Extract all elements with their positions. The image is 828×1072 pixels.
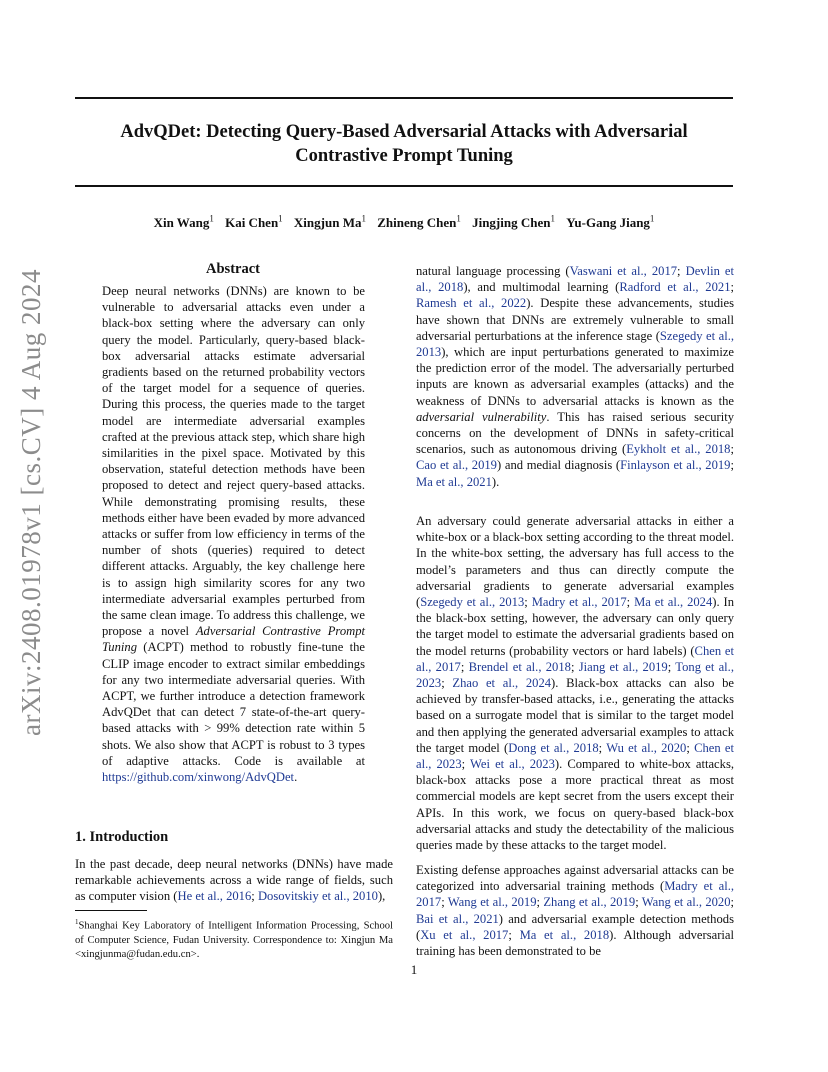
text-run: ; bbox=[460, 659, 469, 674]
text-run: ; bbox=[508, 927, 520, 942]
citation-link[interactable]: Madry et al., 2017 bbox=[416, 879, 734, 910]
code-repository-link[interactable]: https://github.com/xinwong/AdvQDet bbox=[102, 770, 295, 785]
author-name: Jingjing Chen bbox=[472, 215, 551, 231]
text-run: ). Compared to white-box attacks, black-box attacks pose a more practical threat as most commercial models are kept secret from the users except their APIs. In this work, we focus on query-based black-box adversarial attacks and study the detectability of the malicious queries made by these attacks to the target model. bbox=[416, 757, 734, 853]
text-run: ), bbox=[377, 889, 386, 904]
citation-link[interactable]: Zhao et al., 2024 bbox=[452, 676, 552, 691]
citation-link[interactable]: Ramesh et al., 2022 bbox=[416, 296, 527, 311]
footnote-text: Shanghai Key Laboratory of Intelligent Information Processing, School of Computer Science, Fudan University. Correspondence to: Xingjun Ma <xingjunma@fudan.edu.cn>. bbox=[75, 920, 393, 960]
author-affiliation-mark: 1 bbox=[209, 214, 214, 224]
text-run: ; bbox=[536, 895, 544, 910]
author-name: Kai Chen bbox=[225, 215, 279, 231]
text-run: ; bbox=[441, 895, 448, 910]
author-affiliation-mark: 1 bbox=[278, 214, 283, 224]
text-run: ). bbox=[491, 474, 500, 489]
text-run: ; bbox=[461, 757, 471, 772]
citation-link[interactable]: Ma et al., 2018 bbox=[519, 927, 610, 942]
abstract-text-part: Deep neural networks (DNNs) are known to be vulnerable to adversarial attacks even under a black-box setting where the adversary can only query the model. Particularly, query-based black-box adversarial attacks estimate adversarial gradients based on the returned probability vectors of the target model for a sequence of queries. During this process, the queries made to the target model are intermediate adversarial examples crafted at the previous attack step, which share high similarities in the pixel space. Motivated by this observation, stateful detection methods have been proposed to detect and reject query-based attacks. While demonstrating promising results, these methods either have been evaded by more advanced attacks or suffer from low efficiency in terms of the number of shots (queries) required to detect different attacks. Arguably, the key challenge here is to assign high similarity scores for any two intermediate adversarial examples perturbed from the same clean image. To address this challenge, we propose a novel bbox=[102, 284, 365, 639]
term-emphasis: adversarial vulnerability bbox=[416, 409, 547, 424]
text-run: ). Although adversarial training has been demonstrated to be bbox=[416, 927, 734, 959]
title-top-rule bbox=[75, 97, 733, 99]
text-run: In the past decade, deep neural networks (DNNs) have made remarkable achievements across a wide range of fields, such as computer vision ( bbox=[75, 857, 393, 904]
section-heading-introduction: 1. Introduction bbox=[75, 829, 169, 845]
citation-link[interactable]: Tong et al., 2023 bbox=[416, 659, 734, 691]
citation-link[interactable]: Wu et al., 2020 bbox=[606, 740, 687, 755]
author bbox=[294, 215, 366, 230]
text-run: ; bbox=[524, 595, 532, 610]
method-name-emphasis: Adversarial Contrastive Prompt Tuning bbox=[102, 624, 366, 655]
paragraph-right-3 bbox=[416, 862, 734, 959]
citation-link[interactable]: Wei et al., 2023 bbox=[470, 757, 555, 772]
citation-link[interactable]: Madry et al., 2017 bbox=[531, 595, 627, 610]
text-run: ; bbox=[598, 740, 607, 755]
citation-link[interactable]: Xu et al., 2017 bbox=[420, 927, 509, 942]
paragraph-right-2 bbox=[416, 513, 734, 853]
paragraph-right-1 bbox=[416, 263, 734, 490]
author bbox=[154, 215, 214, 230]
text-run: ), which are input perturbations generated to maximize the prediction error of the model. The adversarially perturbed inputs are known as adversarial examples (attacks) and the weakness of DNNs to adversarial attacks is known as the bbox=[416, 345, 734, 408]
text-run: ; bbox=[730, 458, 734, 473]
author-affiliation-mark: 1 bbox=[649, 214, 655, 224]
text-run: ; bbox=[626, 595, 635, 610]
text-run: Existing defense approaches against adversarial attacks can be categorized into adversarial training methods ( bbox=[416, 863, 734, 894]
citation-link[interactable]: Eykholt et al., 2018 bbox=[626, 442, 731, 457]
text-run: ; bbox=[667, 659, 676, 674]
citation-link[interactable]: Wang et al., 2019 bbox=[447, 895, 537, 910]
text-run: ; bbox=[686, 740, 695, 755]
citation-link[interactable]: Szegedy et al., 2013 bbox=[420, 595, 525, 610]
author-affiliation-mark: 1 bbox=[550, 214, 555, 224]
citation-link[interactable]: Chen et al., 2023 bbox=[416, 740, 735, 772]
citation-link[interactable]: Radford et al., 2021 bbox=[619, 280, 731, 295]
paper-title-line-2: Contrastive Prompt Tuning bbox=[295, 146, 513, 166]
citation-link[interactable]: Devlin et al., 2018 bbox=[416, 264, 734, 295]
citation-link[interactable]: Cao et al., 2019 bbox=[416, 458, 497, 473]
author-name: Zhineng Chen bbox=[377, 215, 457, 231]
citation-link[interactable]: He et al., 2016 bbox=[177, 889, 252, 904]
author-affiliation-mark: 1 bbox=[361, 214, 366, 224]
text-run: ; bbox=[677, 264, 686, 278]
title-bottom-rule bbox=[75, 185, 733, 187]
citation-link[interactable]: Bai et al., 2021 bbox=[416, 911, 499, 926]
introduction-paragraph bbox=[75, 856, 393, 905]
text-run: ; bbox=[730, 895, 735, 910]
citation-link[interactable]: Chen et al., 2017 bbox=[416, 643, 734, 674]
text-run: An adversary could generate adversarial attacks in either a white-box or a black-box setting according to the threat model. In the white-box setting, the adversary has full access to the model’s parameters and thus can directly compute the adversarial gradients to generate adversarial examples ( bbox=[416, 514, 734, 610]
paper-title-line-1: AdvQDet: Detecting Query-Based Adversarial Attacks with Adversarial bbox=[120, 122, 688, 142]
text-run: ; bbox=[635, 895, 642, 910]
author bbox=[377, 215, 461, 230]
text-run: ). Black-box attacks can also be achieved by transfer-based attacks, i.e., generating the attacks based on a surrogate model that is similar to the target model and then applying the generated adversarial examples to attack the target model ( bbox=[416, 676, 734, 755]
text-run: ) and adversarial example detection methods ( bbox=[416, 911, 734, 942]
abstract-text-part: . bbox=[294, 770, 298, 785]
author-affiliation-mark: 1 bbox=[456, 214, 461, 224]
text-run: ; bbox=[251, 889, 258, 904]
abstract-heading: Abstract bbox=[206, 261, 260, 277]
text-run: . This has raised serious security concerns on the development of DNNs in safety-critical scenarios, such as autonomous driving ( bbox=[416, 409, 734, 457]
footnote-mark: 1 bbox=[75, 918, 79, 926]
author-name: Xin Wang bbox=[153, 215, 210, 231]
citation-link[interactable]: Zhang et al., 2019 bbox=[543, 895, 636, 910]
citation-link[interactable]: Dong et al., 2018 bbox=[508, 740, 599, 755]
abstract-text bbox=[102, 283, 365, 785]
citation-link[interactable]: Brendel et al., 2018 bbox=[468, 659, 571, 674]
author bbox=[225, 215, 283, 230]
affiliation-footnote bbox=[75, 915, 393, 962]
arxiv-identifier-watermark: arXiv:2408.01978v1 [cs.CV] 4 Aug 2024 bbox=[16, 269, 46, 736]
author bbox=[566, 215, 654, 230]
text-run: ) and medial diagnosis ( bbox=[496, 458, 621, 473]
author-name: Xingjun Ma bbox=[293, 215, 362, 231]
text-run: ; bbox=[730, 442, 734, 457]
citation-link[interactable]: Dosovitskiy et al., 2010 bbox=[257, 889, 378, 904]
footnote-divider bbox=[75, 910, 147, 911]
abstract-text-part: (ACPT) method to robustly fine-tune the CLIP image encoder to extract similar embeddings for any two intermediate adversarial queries. With ACPT, we further introduce a detection framework AdvQDet that can detect 7 state-of-the-art query-based attacks with > 99% detection rate within 5 shots. We also show that ACPT is robust to 3 types of adaptive attacks. Code is available at bbox=[102, 640, 365, 768]
paper-title bbox=[75, 120, 733, 168]
text-run: natural language processing ( bbox=[416, 264, 570, 278]
text-run: ). In the black-box setting, however, the adversary can only query the target model to estimate the adversarial gradients based on the model returns (probability vectors or hard labels) ( bbox=[416, 595, 735, 658]
text-run: ), and multimodal learning ( bbox=[463, 280, 620, 295]
citation-link[interactable]: Finlayson et al., 2019 bbox=[620, 458, 731, 473]
citation-link[interactable]: Ma et al., 2024 bbox=[634, 595, 713, 610]
author-name: Yu-Gang Jiang bbox=[566, 215, 650, 231]
text-run: ; bbox=[730, 280, 734, 295]
page-number: 1 bbox=[410, 962, 418, 977]
author-list bbox=[75, 214, 733, 231]
citation-link[interactable]: Vaswani et al., 2017 bbox=[569, 264, 678, 278]
citation-link[interactable]: Szegedy et al., 2013 bbox=[416, 328, 735, 360]
text-run: ; bbox=[441, 676, 453, 691]
author bbox=[472, 215, 555, 230]
citation-link[interactable]: Wang et al., 2020 bbox=[641, 895, 731, 910]
text-run: ). Despite these advancements, studies have shown that DNNs are extremely vulnerable to small adversarial perturbations at the inference stage ( bbox=[416, 296, 735, 343]
text-run: ; bbox=[570, 659, 579, 674]
citation-link[interactable]: Ma et al., 2021 bbox=[416, 474, 492, 489]
citation-link[interactable]: Jiang et al., 2019 bbox=[578, 659, 668, 674]
